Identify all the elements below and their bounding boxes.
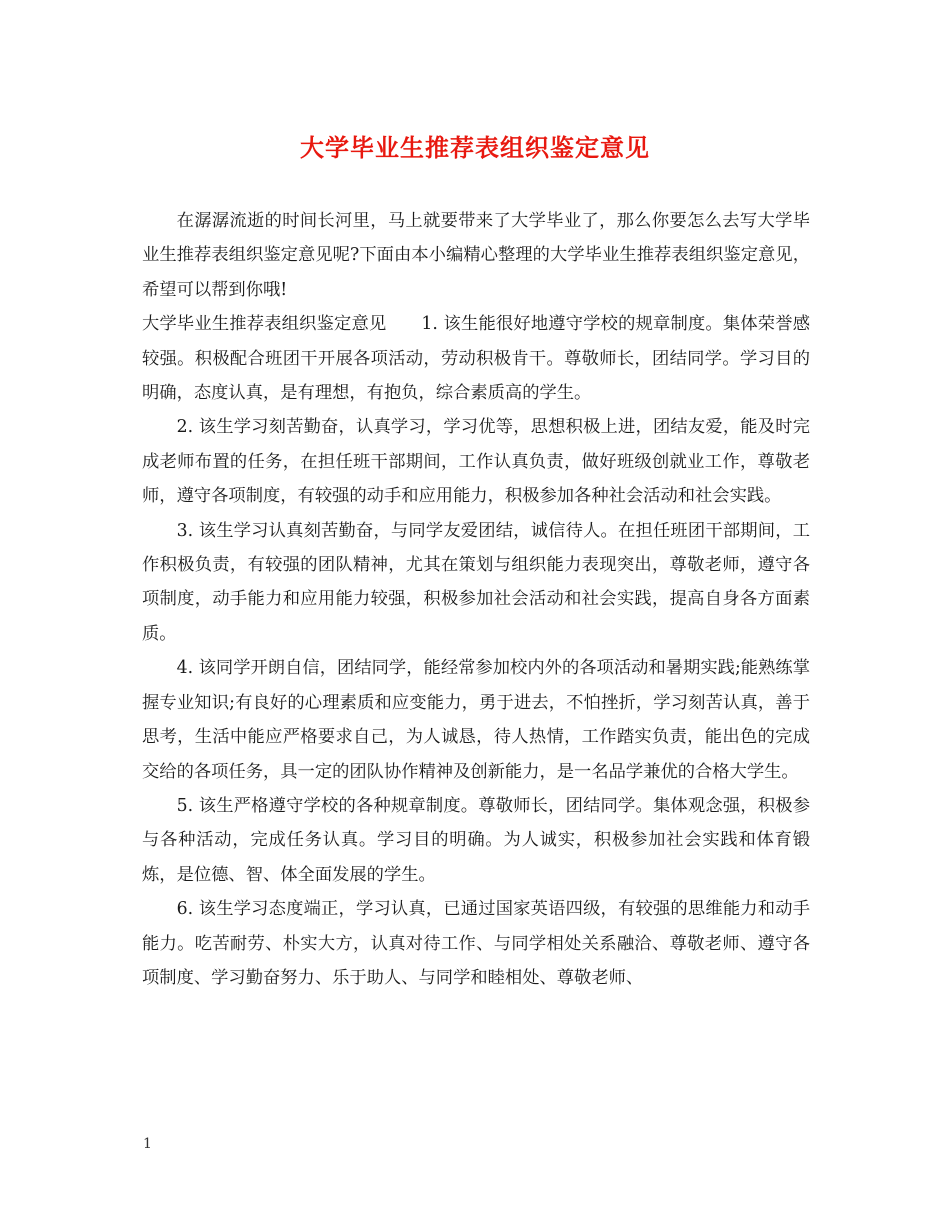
paragraph-4: 4. 该同学开朗自信，团结同学，能经常参加校内外的各项活动和暑期实践;能熟练掌握专业知识;有良好的心理素质和应变能力，勇于进去，不怕挫折，学习刻苦认真，善于思考，生活中能应严格要求自己，为人诚恳，待人热情，工作踏实负责，能出色的完成交给的各项任务，具一定的团队协作精神及创新能力，是一名品学兼优的合格大学生。	[142, 658, 810, 782]
paragraph-2: 2. 该生学习刻苦勤奋，认真学习，学习优等，思想积极上进，团结友爱，能及时完成老师布置的任务，在担任班干部期间，工作认真负责，做好班级创就业工作，尊敬老师，遵守各项制度，有较强的动手和应用能力，积极参加各种社会活动和社会实践。	[142, 417, 810, 507]
intro-paragraph: 在潺潺流逝的时间长河里，马上就要带来了大学毕业了，那么你要怎么去写大学毕业生推荐表组织鉴定意见呢?下面由本小编精心整理的大学毕业生推荐表组织鉴定意见，希望可以帮到你哦!	[142, 211, 810, 300]
paragraph-5: 5. 该生严格遵守学校的各种规章制度。尊敬师长，团结同学。集体观念强，积极参与各种活动，完成任务认真。学习目的明确。为人诚实，积极参加社会实践和体育锻炼，是位德、智、体全面发展的学生。	[142, 795, 810, 885]
paragraph-6: 6. 该生学习态度端正，学习认真，已通过国家英语四级，有较强的思维能力和动手能力。吃苦耐劳、朴实大方，认真对待工作、与同学相处关系融洽、尊敬老师、遵守各项制度、学习勤奋努力、乐于助人、与同学和睦相处、尊敬老师、	[142, 899, 810, 988]
page-number: 1	[143, 1136, 152, 1152]
document-body	[142, 204, 810, 995]
paragraph-1: 大学毕业生推荐表组织鉴定意见 1. 该生能很好地遵守学校的规章制度。集体荣誉感较强。积极配合班团干开展各项活动，劳动积极肯干。尊敬师长，团结同学。学习目的明确，态度认真，是有理想，有抱负，综合素质高的学生。	[142, 314, 810, 404]
paragraph-3: 3. 该生学习认真刻苦勤奋，与同学友爱团结，诚信待人。在担任班团干部期间，工作积极负责，有较强的团队精神，尤其在策划与组织能力表现突出，尊敬老师，遵守各项制度，动手能力和应用能力较强，积极参加社会活动和社会实践，提高自身各方面素质。	[142, 520, 810, 644]
document-title: 大学毕业生推荐表组织鉴定意见	[300, 133, 650, 162]
